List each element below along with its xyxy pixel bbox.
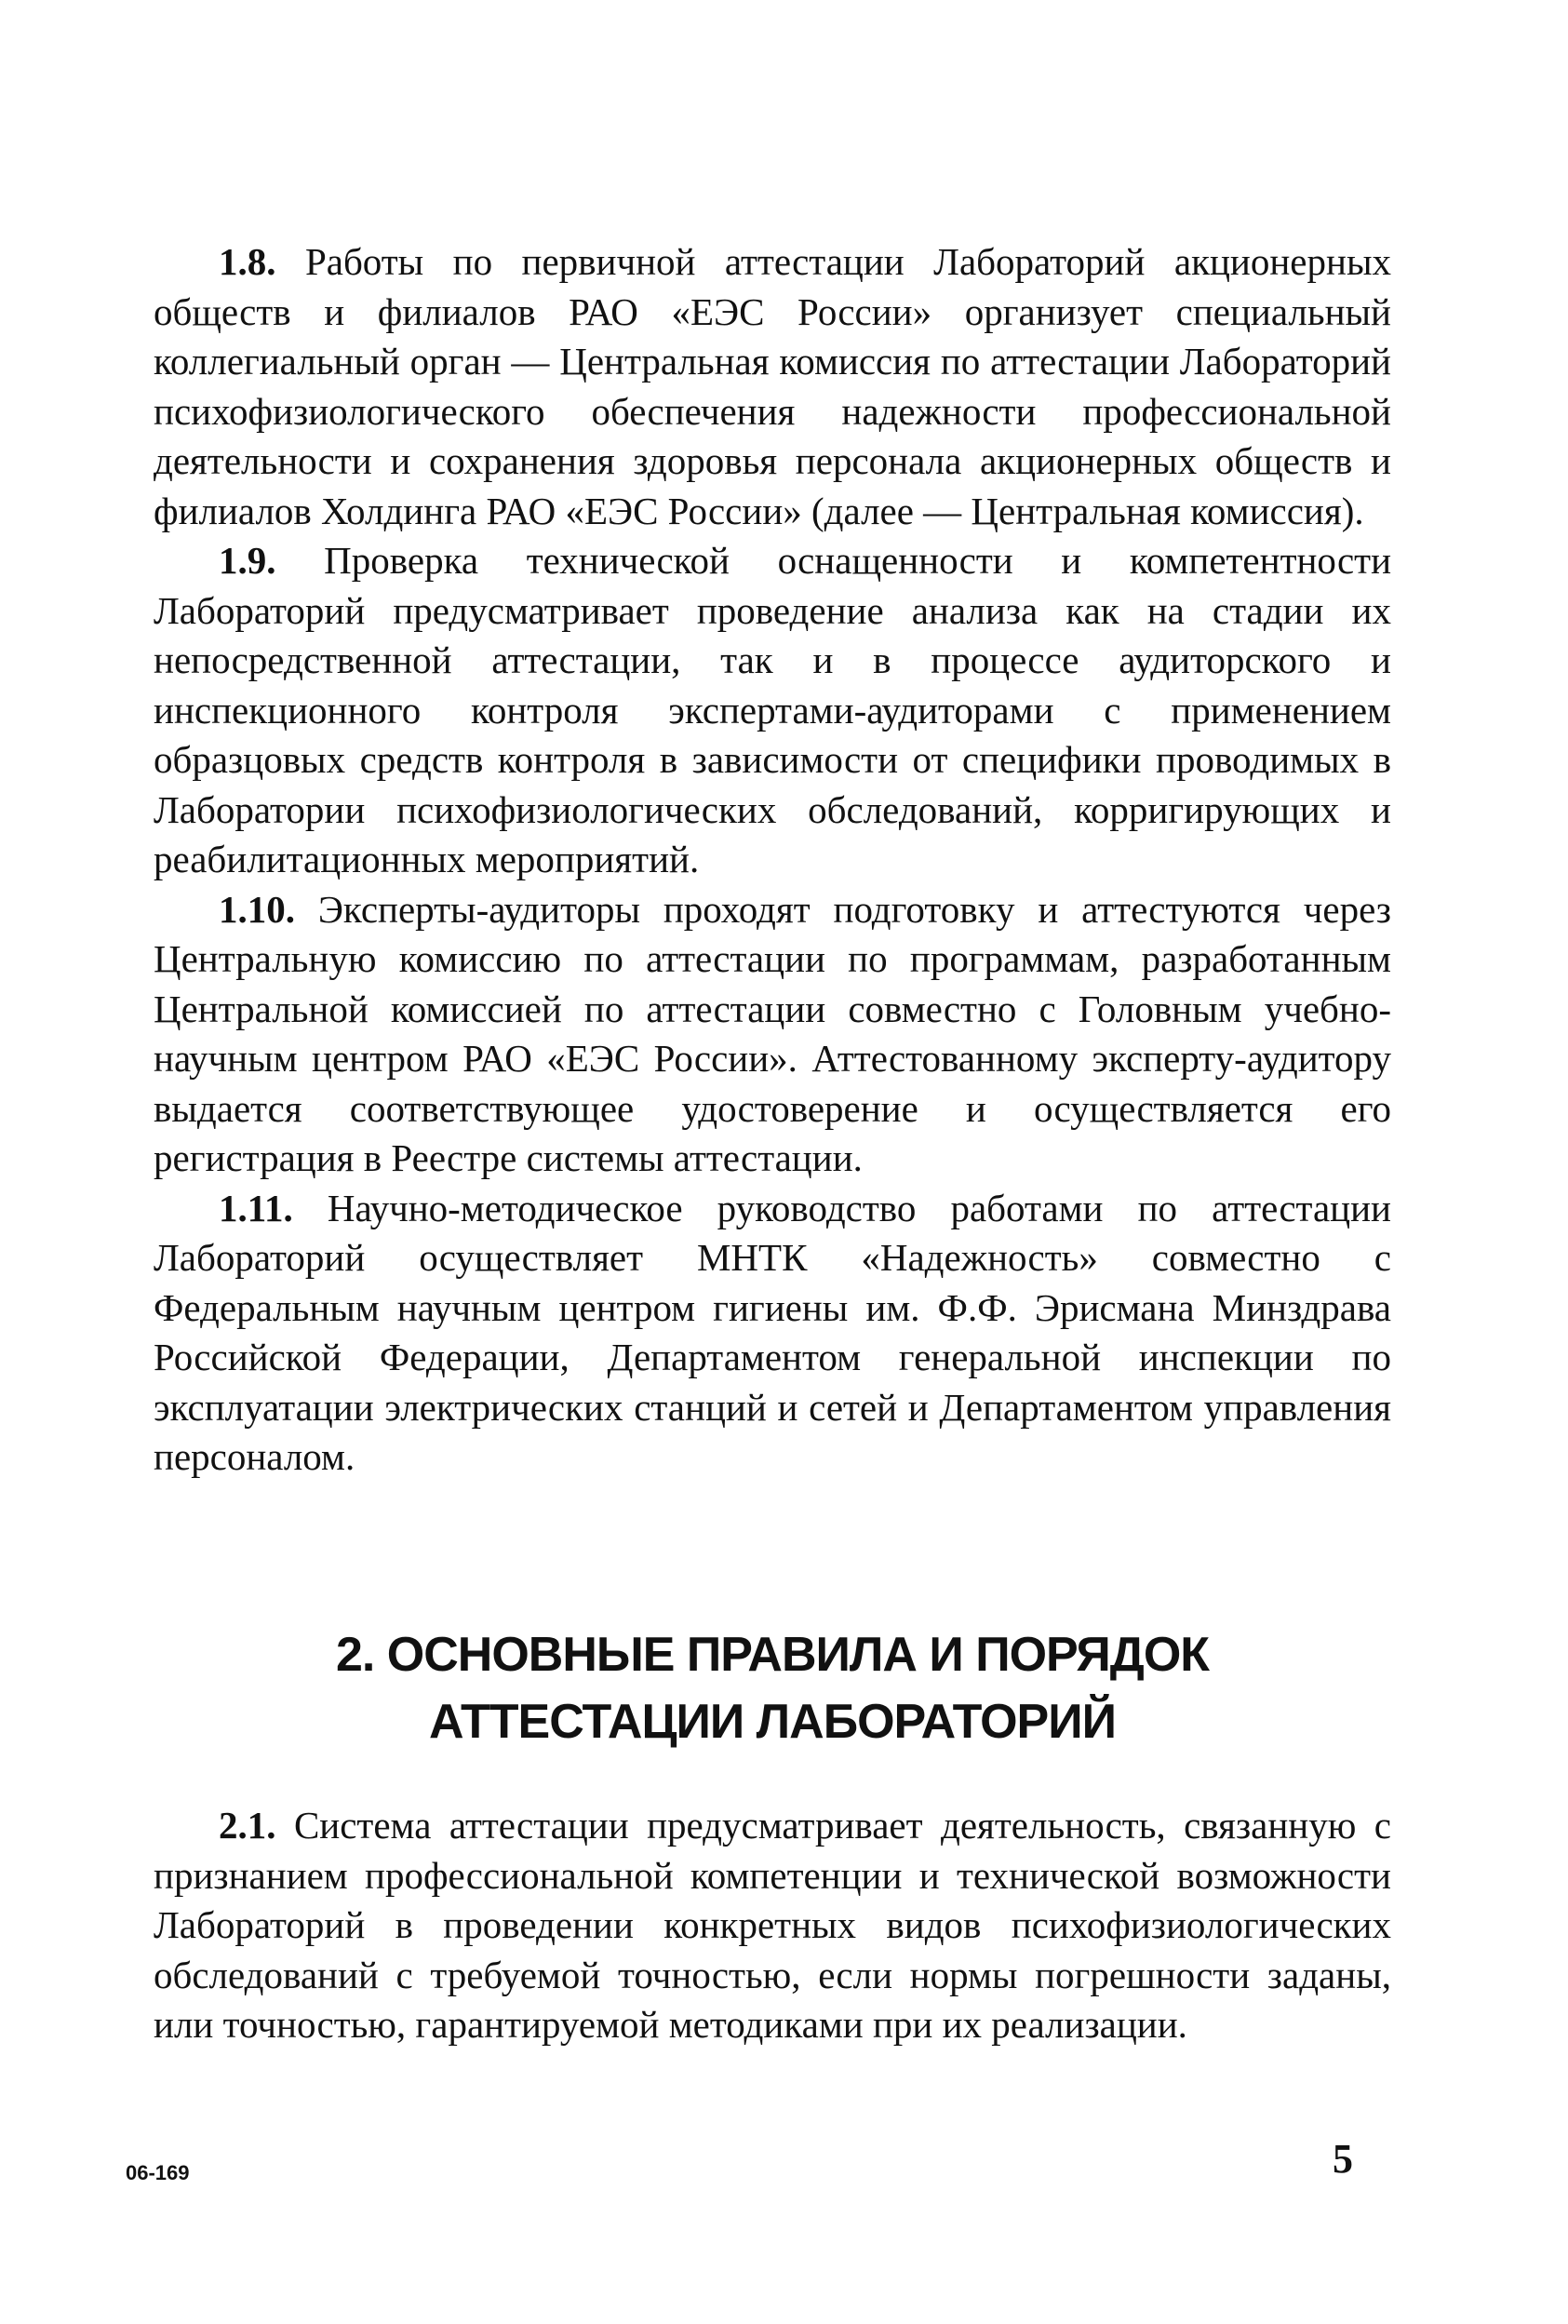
paragraph-1-8 — [154, 237, 1391, 536]
paragraph-number: 1.11. — [219, 1186, 293, 1229]
paragraph-number: 1.9. — [219, 539, 276, 582]
paragraph-number: 1.8. — [219, 240, 276, 283]
paragraph-1-10 — [154, 885, 1391, 1184]
paragraph-number: 1.10. — [219, 887, 295, 931]
section-2-heading — [154, 1621, 1391, 1755]
print-code: 06-169 — [126, 2161, 190, 2184]
page-number: 5 — [1333, 2136, 1353, 2182]
paragraph-number: 2.1. — [219, 1804, 276, 1847]
paragraph-text: Работы по первичной аттестации Лабораторий акционерных обществ и филиалов РАО «ЕЭС России» организует специальный коллегиальный орган — Центральная комиссия по аттестации Лабораторий психофизиологического обеспечения надежности профессиональной деятельности и сохранения здоровья персонала акционерных обществ и филиалов Холдинга РАО «ЕЭС России» (далее — Центральная комиссия). — [154, 240, 1391, 532]
section-1-continuation — [154, 237, 1391, 1483]
paragraph-2-1 — [154, 1801, 1391, 2050]
section-2-body — [154, 1801, 1391, 2050]
paragraph-text: Эксперты-аудиторы проходят подготовку и аттестуются через Центральную комиссию по аттестации по программам, разработанным Центральной комиссией по аттестации совместно с Головным учебно-научным центром РАО «ЕЭС России». Аттестованному эксперту-аудитору выдается соответствующее удостоверение и осуществляется его регистрация в Реестре системы аттестации. — [154, 887, 1392, 1179]
paragraph-1-9 — [154, 536, 1391, 885]
paragraph-text: Система аттестации предусматривает деятельность, связанную с признанием профессиональной компетенции и технической возможности Лабораторий в проведении конкретных видов психофизиологических обследований с требуемой точностью, если нормы погрешности заданы, или точностью, гарантируемой методиками при их реализации. — [154, 1804, 1392, 2046]
paragraph-1-11 — [154, 1184, 1391, 1483]
heading-line-2: АТТЕСТАЦИИ ЛАБОРАТОРИЙ — [429, 1695, 1116, 1749]
heading-line-1: 2. ОСНОВНЫЕ ПРАВИЛА И ПОРЯДОК — [335, 1628, 1210, 1682]
paragraph-text: Проверка технической оснащенности и компетентности Лабораторий предусматривает проведение анализа как на стадии их непосредственной аттестации, так и в процессе аудиторского и инспекционного контроля экспертами-аудиторами с применением образцовых средств контроля в зависимости от специфики проводимых в Лаборатории психофизиологических обследований, корригирующих и реабилитационных мероприятий. — [154, 539, 1392, 880]
paragraph-text: Научно-методическое руководство работами по аттестации Лабораторий осуществляет МНТК «Надежность» совместно с Федеральным научным центром гигиены им. Ф.Ф. Эрисмана Минздрава Российской Федерации, Департаментом генеральной инспекции по эксплуатации электрических станций и сетей и Департаментом управления персоналом. — [154, 1186, 1391, 1478]
